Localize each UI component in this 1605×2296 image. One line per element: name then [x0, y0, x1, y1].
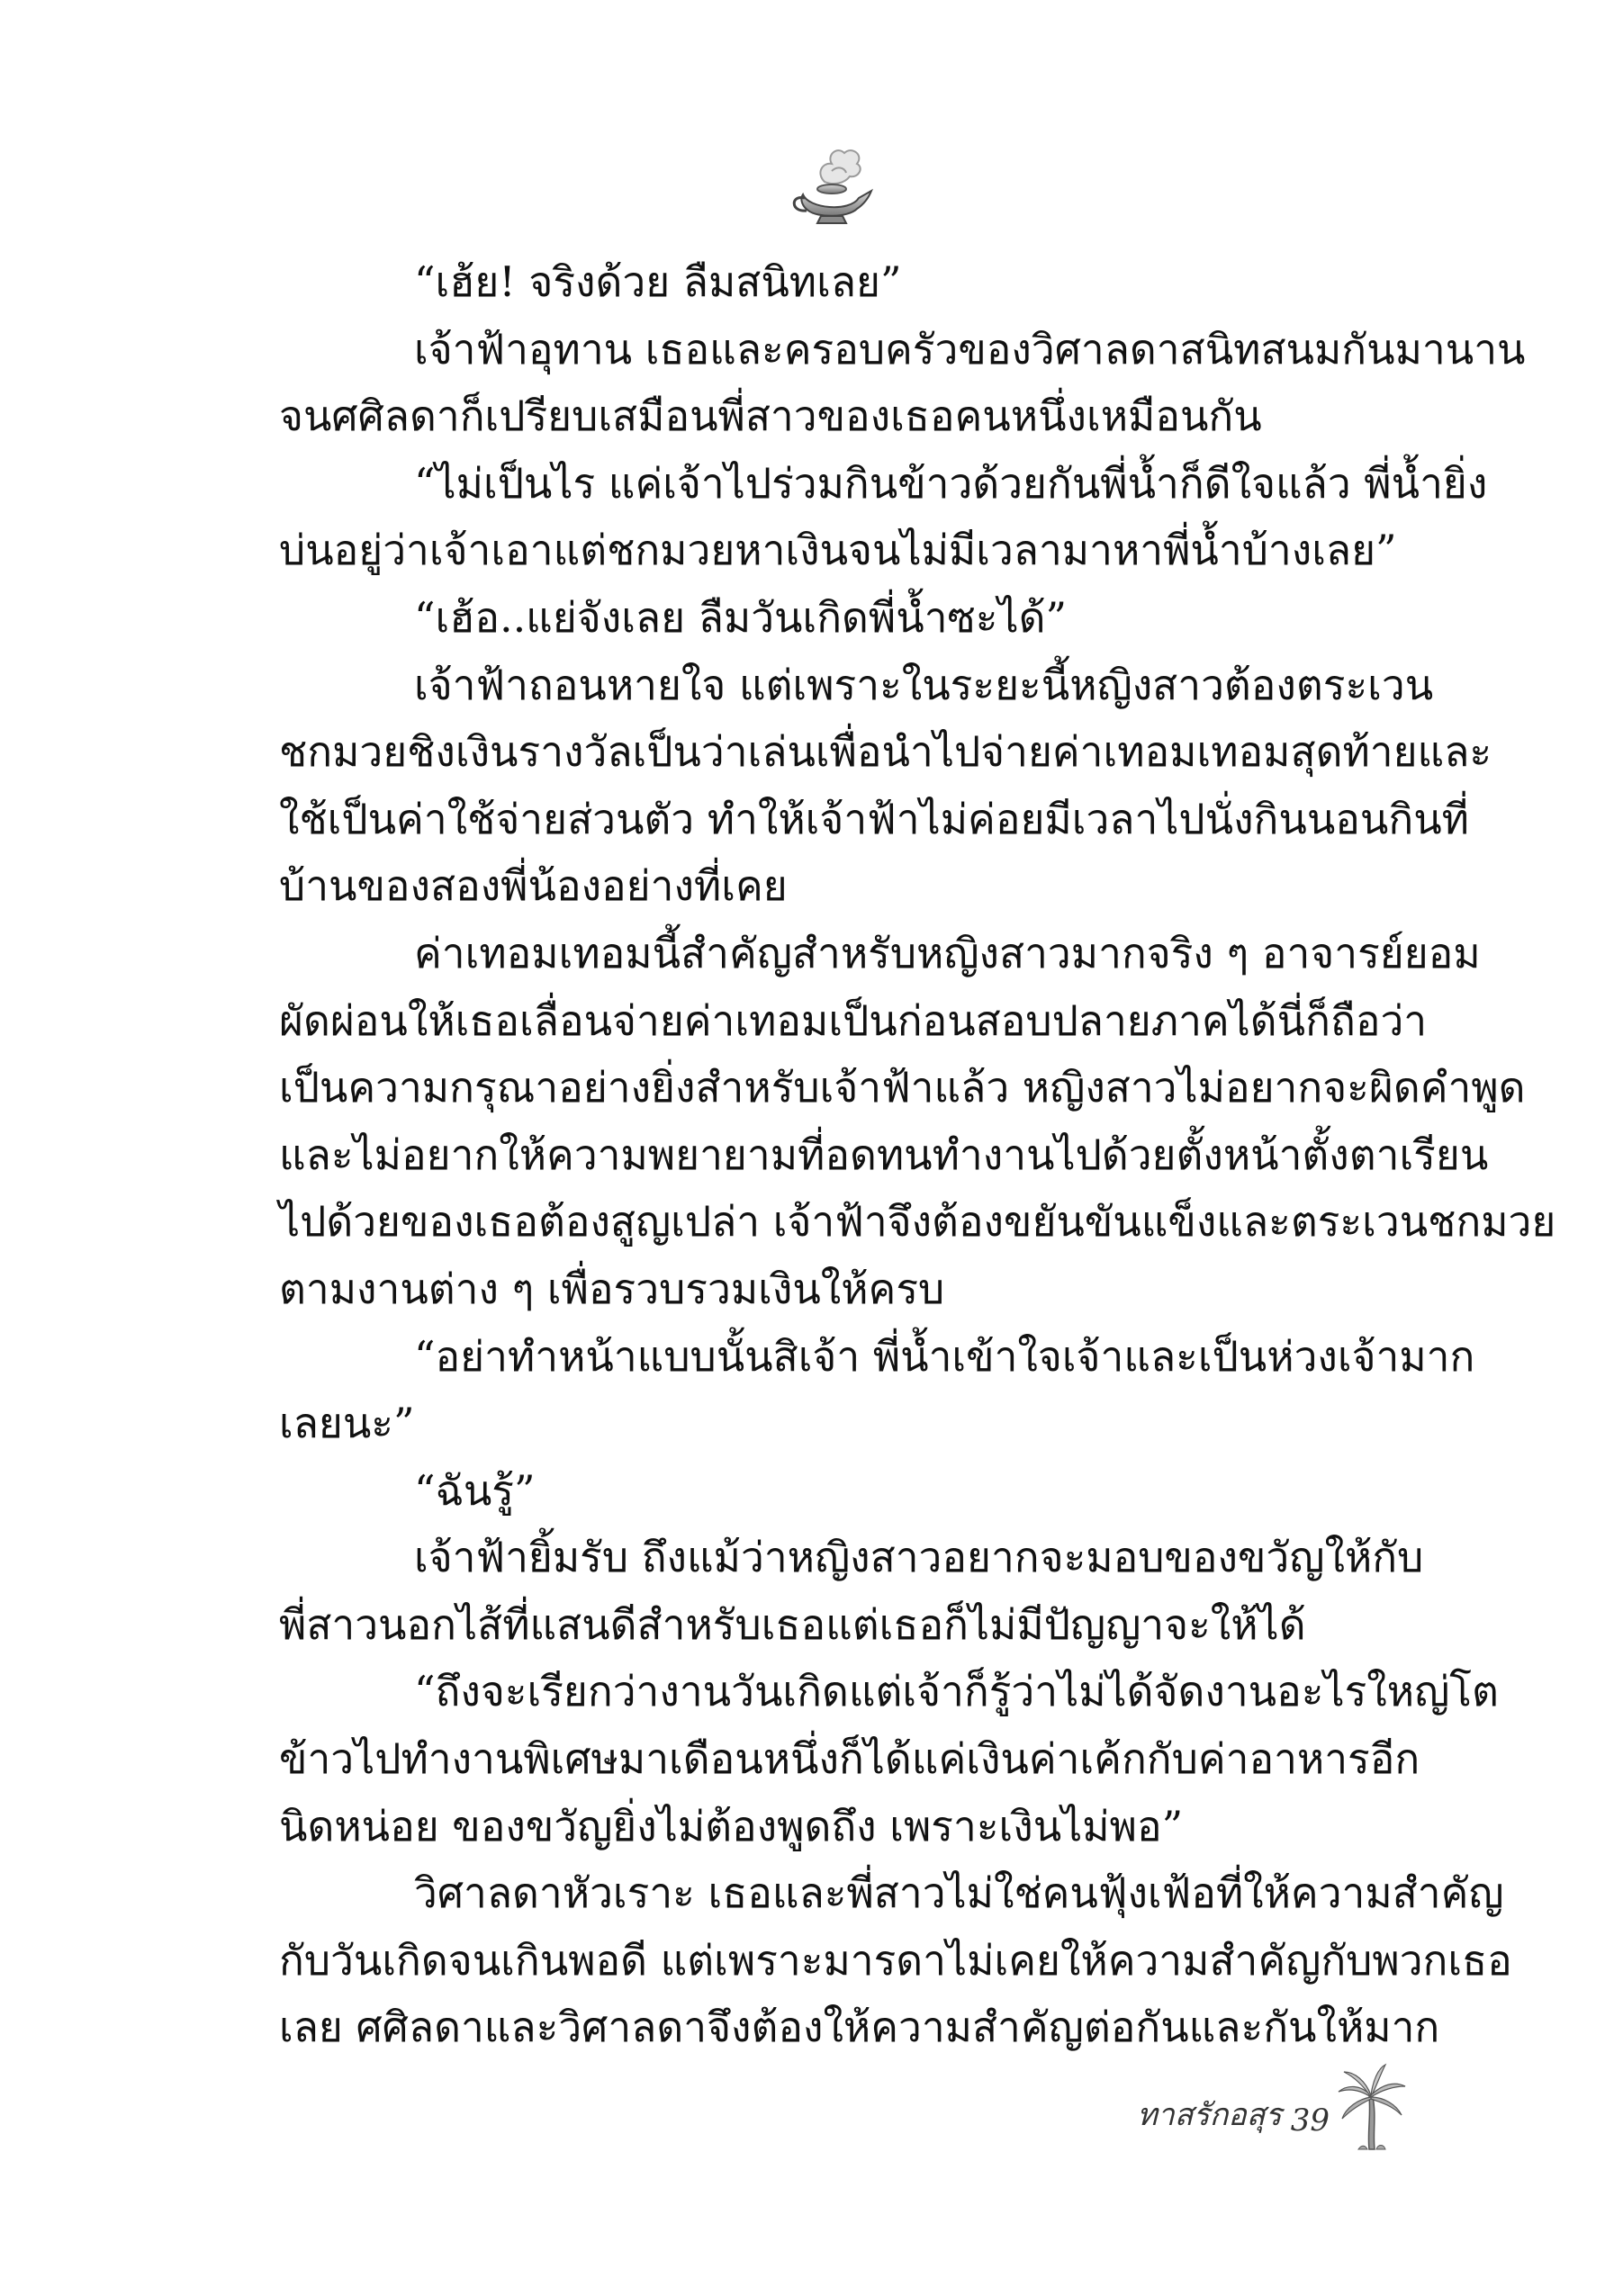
palm-tree-icon	[1335, 2061, 1407, 2151]
page-number: 39	[1290, 2102, 1330, 2138]
text-line: ค่าเทอมเทอมนี้สำคัญสำหรับหญิงสาวมากจริง ๆ อาจารย์ยอม	[414, 928, 1481, 977]
text-line: “เฮ้ย! จริงด้วย ลืมสนิทเลย”	[414, 257, 902, 306]
text-line: “ฉันรู้”	[414, 1465, 536, 1515]
text-line: ผัดผ่อนให้เธอเลื่อนจ่ายค่าเทอมเป็นก่อนสอบปลายภาคได้นี่ก็ถือว่า	[279, 995, 1428, 1045]
text-line: เจ้าฟ้าอุทาน เธอและครอบครัวของวิศาลดาสนิทสนมกันมานาน	[414, 324, 1526, 374]
text-line: “อย่าทำหน้าแบบนั้นสิเจ้า พี่น้ำเข้าใจเจ้าและเป็นห่วงเจ้ามาก	[414, 1331, 1475, 1381]
text-line: บ้านของสองพี่น้องอย่างที่เคย	[279, 861, 788, 911]
text-line: บ่นอยู่ว่าเจ้าเอาแต่ชกมวยหาเงินจนไม่มีเวลามาหาพี่น้ำบ้างเลย”	[279, 526, 1397, 575]
text-line: และไม่อยากให้ความพยายามที่อดทนทำงานไปด้วยตั้งหน้าตั้งตาเรียน	[279, 1130, 1489, 1179]
genie-lamp-icon	[781, 135, 880, 234]
running-title: ทาสรักอสุร	[1137, 2097, 1282, 2133]
text-line: “ไม่เป็นไร แค่เจ้าไปร่วมกินข้าวด้วยกันพี่น้ำก็ดีใจแล้ว พี่น้ำยิ่ง	[414, 458, 1488, 508]
page-footer	[1137, 2061, 1407, 2151]
text-line: เจ้าฟ้าถอนหายใจ แต่เพราะในระยะนี้หญิงสาวต้องตระเวน	[414, 660, 1434, 709]
text-line: กับวันเกิดจนเกินพอดี แต่เพราะมารดาไม่เคยให้ความสำคัญกับพวกเธอ	[279, 1935, 1512, 1985]
text-line: เลยนะ”	[279, 1399, 415, 1448]
text-line: ใช้เป็นค่าใช้จ่ายส่วนตัว ทำให้เจ้าฟ้าไม่ค่อยมีเวลาไปนั่งกินนอนกินที่	[279, 794, 1469, 843]
text-line: ชกมวยชิงเงินรางวัลเป็นว่าเล่นเพื่อนำไปจ่ายค่าเทอมเทอมสุดท้ายและ	[279, 727, 1492, 777]
text-line: “เฮ้อ..แย่จังเลย ลืมวันเกิดพี่น้ำซะได้”	[414, 592, 1067, 642]
text-line: ข้าวไปทำงานพิเศษมาเดือนหนึ่งก็ได้แค่เงินค่าเค้กกับค่าอาหารอีก	[279, 1734, 1420, 1784]
text-line: นิดหน่อย ของขวัญยิ่งไม่ต้องพูดถึง เพราะเงินไม่พอ”	[279, 1801, 1184, 1850]
text-line: “ถึงจะเรียกว่างานวันเกิดแต่เจ้าก็รู้ว่าไม่ได้จัดงานอะไรใหญ่โต	[414, 1667, 1499, 1716]
text-line: เป็นความกรุณาอย่างยิ่งสำหรับเจ้าฟ้าแล้ว หญิงสาวไม่อยากจะผิดคำพูด	[279, 1063, 1526, 1112]
text-line: พี่สาวนอกไส้ที่แสนดีสำหรับเธอแต่เธอก็ไม่มีปัญญาจะให้ได้	[279, 1599, 1306, 1649]
text-line: เจ้าฟ้ายิ้มรับ ถึงแม้ว่าหญิงสาวอยากจะมอบของขวัญให้กับ	[414, 1533, 1424, 1582]
text-line: ตามงานต่าง ๆ เพื่อรวบรวมเงินให้ครบ	[279, 1264, 945, 1313]
text-line: ไปด้วยของเธอต้องสูญเปล่า เจ้าฟ้าจึงต้องขยันขันแข็งและตระเวนชกมวย	[279, 1197, 1556, 1247]
text-line: วิศาลดาหัวเราะ เธอและพี่สาวไม่ใช่คนฟุ้งเฟ้อที่ให้ความสำคัญ	[414, 1868, 1504, 1918]
body-text	[279, 248, 1556, 2061]
text-line: เลย ศศิลดาและวิศาลดาจึงต้องให้ความสำคัญต่อกันและกันให้มาก	[279, 2003, 1440, 2052]
text-line: จนศศิลดาก็เปรียบเสมือนพี่สาวของเธอคนหนึ่งเหมือนกัน	[279, 392, 1262, 441]
